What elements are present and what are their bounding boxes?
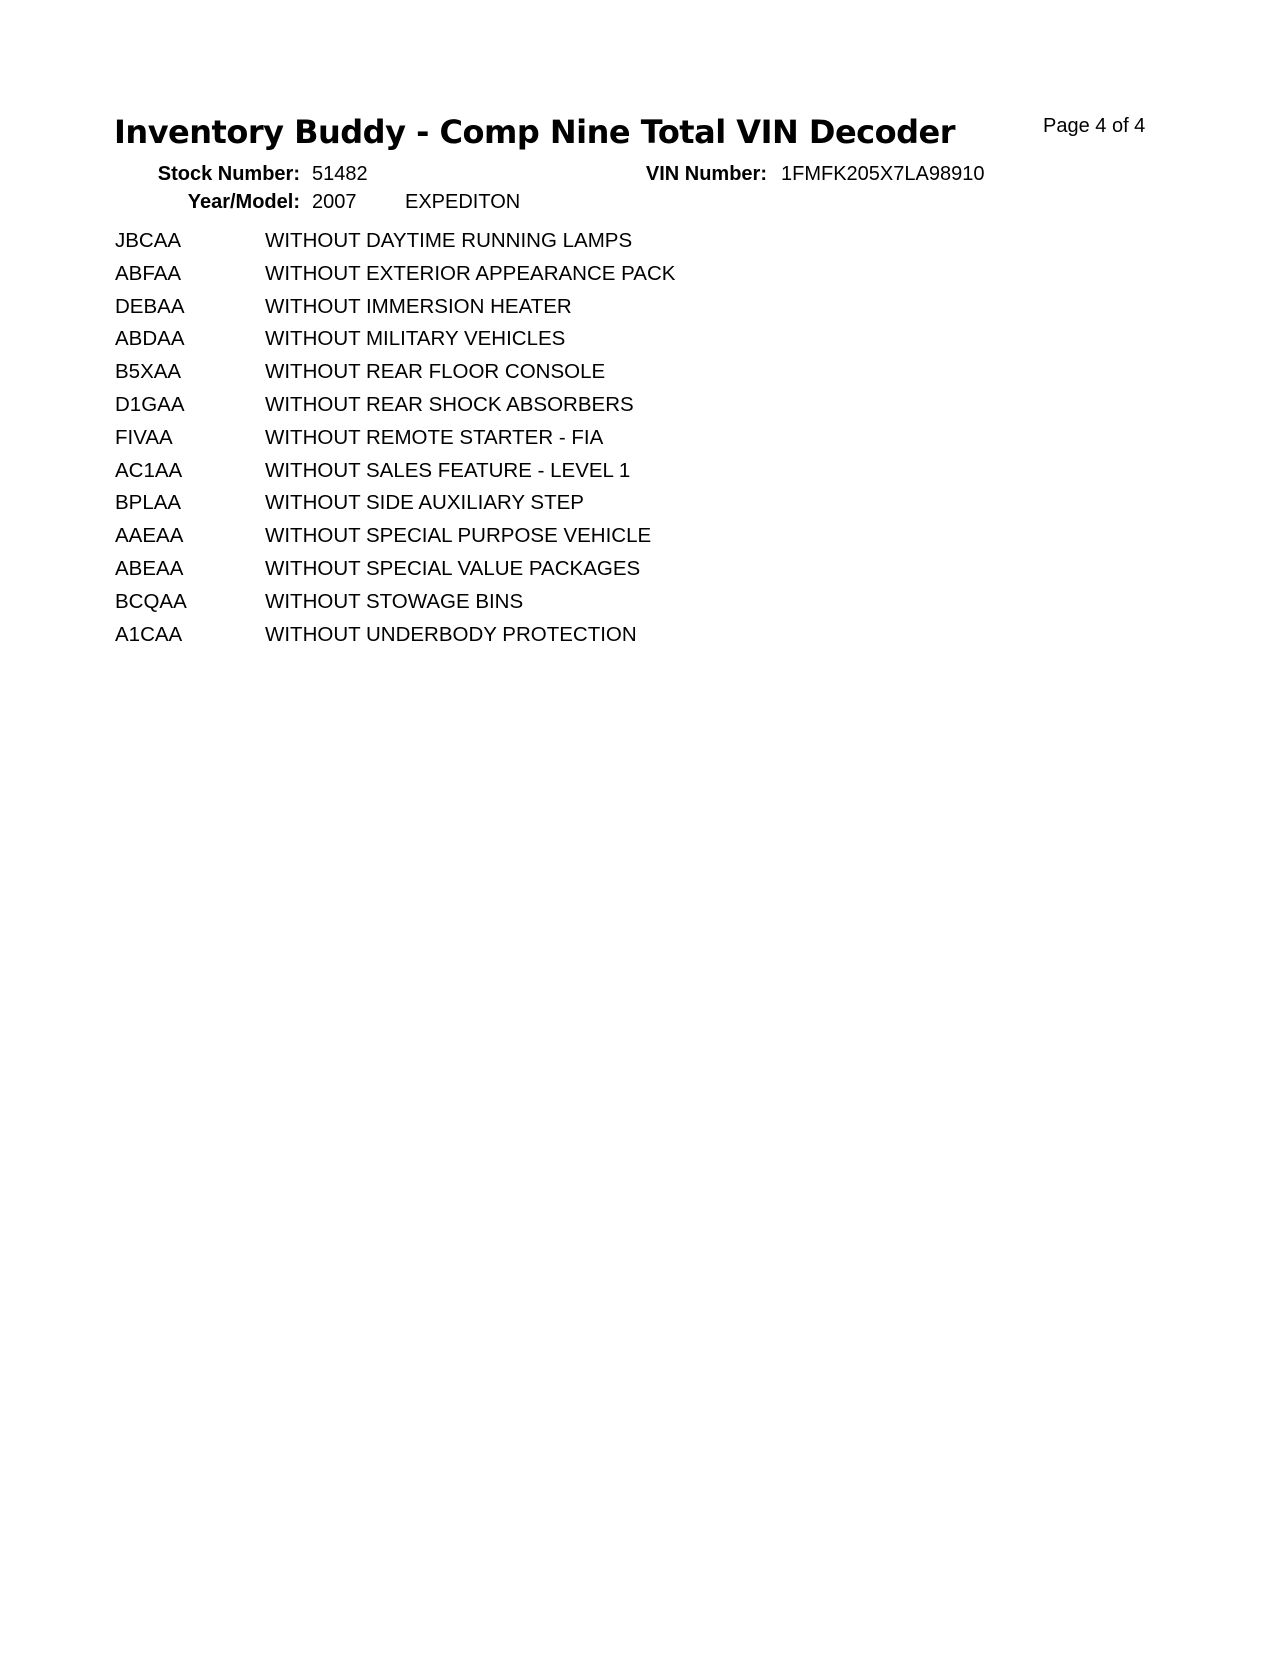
option-code: DEBAA [115, 294, 185, 318]
option-description: WITHOUT SIDE AUXILIARY STEP [265, 491, 584, 515]
option-description: WITHOUT DAYTIME RUNNING LAMPS [265, 229, 633, 252]
option-code: AAEAA [115, 524, 184, 548]
option-code: JBCAA [115, 229, 182, 252]
option-code: A1CAA [115, 622, 183, 646]
option-code: BPLAA [115, 491, 182, 515]
option-description: WITHOUT STOWAGE BINS [265, 589, 524, 613]
page-indicator: Page 4 of 4 [1043, 115, 1146, 137]
option-row [115, 360, 915, 393]
option-description: WITHOUT MILITARY VEHICLES [265, 327, 566, 351]
model-value: EXPEDITON [405, 191, 521, 213]
option-row [115, 393, 915, 426]
option-description: WITHOUT SALES FEATURE - LEVEL 1 [265, 458, 631, 482]
option-row [115, 426, 915, 459]
option-row [115, 327, 915, 360]
option-code: ABDAA [115, 327, 185, 351]
vin-number-label: VIN Number: [645, 163, 767, 185]
option-description: WITHOUT UNDERBODY PROTECTION [265, 622, 637, 646]
option-row [115, 524, 915, 557]
option-code: FIVAA [115, 425, 173, 449]
option-description: WITHOUT REMOTE STARTER - FIA [265, 425, 604, 449]
option-code-list [115, 229, 915, 655]
option-description: WITHOUT SPECIAL VALUE PACKAGES [265, 556, 641, 580]
option-row [115, 295, 915, 328]
option-row [115, 459, 915, 492]
option-description: WITHOUT REAR FLOOR CONSOLE [265, 360, 606, 384]
stock-number-label: Stock Number: [157, 163, 300, 185]
option-code: BCQAA [115, 589, 187, 613]
option-row [115, 262, 915, 295]
stock-number-value: 51482 [312, 163, 368, 185]
option-code: ABEAA [115, 556, 184, 580]
option-row [115, 229, 915, 262]
option-code: ABFAA [115, 261, 182, 285]
option-description: WITHOUT REAR SHOCK ABSORBERS [265, 392, 634, 416]
option-code: D1GAA [115, 392, 185, 416]
option-description: WITHOUT EXTERIOR APPEARANCE PACK [265, 261, 676, 285]
option-row [115, 557, 915, 590]
option-code: B5XAA [115, 360, 182, 384]
year-model-label: Year/Model: [187, 191, 300, 213]
option-row [115, 590, 915, 623]
option-description: WITHOUT IMMERSION HEATER [265, 294, 572, 318]
option-row [115, 623, 915, 656]
vin-number-value: 1FMFK205X7LA98910 [781, 163, 985, 185]
report-title: Inventory Buddy - Comp Nine Total VIN Decoder [114, 113, 955, 151]
option-row [115, 491, 915, 524]
year-value: 2007 [312, 191, 357, 213]
option-code: AC1AA [115, 458, 183, 482]
option-description: WITHOUT SPECIAL PURPOSE VEHICLE [265, 524, 652, 548]
